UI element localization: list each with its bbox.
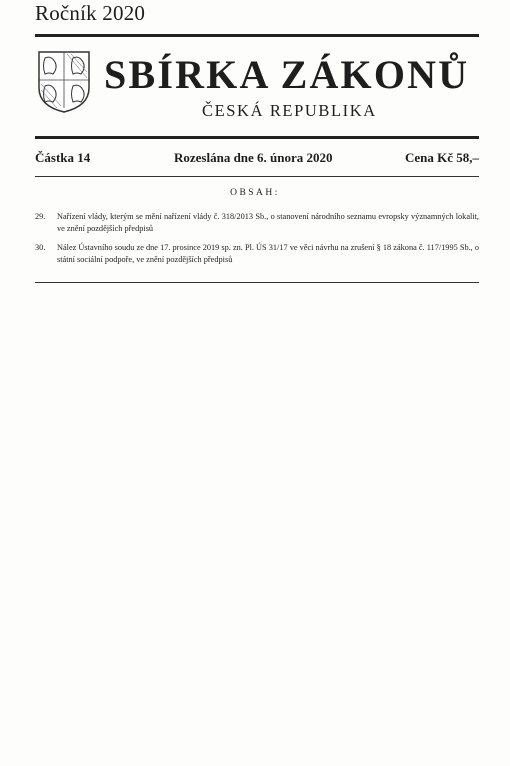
publication-title: SBÍRKA ZÁKONŮ xyxy=(104,52,470,97)
contents-item xyxy=(35,211,479,234)
price: Cena Kč 58,– xyxy=(404,150,479,165)
item-number: 30. xyxy=(35,243,46,252)
item-text: Nález Ústavního soudu ze dne 17. prosince 2019 sp. zn. Pl. ÚS 31/17 ve věci návrhu na zrušení § 18 zákona č. 117/1995 Sb., o státní sociální podpoře, ve znění pozdějších předpisů xyxy=(57,243,479,264)
part-number: Částka 14 xyxy=(35,150,91,165)
year-label: Ročník 2020 xyxy=(35,1,146,25)
info-bottom-rule xyxy=(35,176,479,177)
czech-coat-of-arms-icon xyxy=(37,50,91,114)
contents-item xyxy=(35,242,479,265)
contents-bottom-rule xyxy=(35,282,479,283)
publication-subtitle: ČESKÁ REPUBLIKA xyxy=(202,101,377,120)
header-bottom-rule xyxy=(35,136,479,139)
distribution-date: Rozeslána dne 6. února 2020 xyxy=(174,150,333,165)
contents-heading: OBSAH: xyxy=(230,188,280,198)
item-number: 29. xyxy=(35,212,46,221)
header-top-rule xyxy=(35,34,479,37)
item-text: Nařízení vlády, kterým se mění nařízení vlády č. 318/2013 Sb., o stanovení národního seznamu evropsky významných lokalit, ve znění pozdějších předpisů xyxy=(57,212,479,233)
